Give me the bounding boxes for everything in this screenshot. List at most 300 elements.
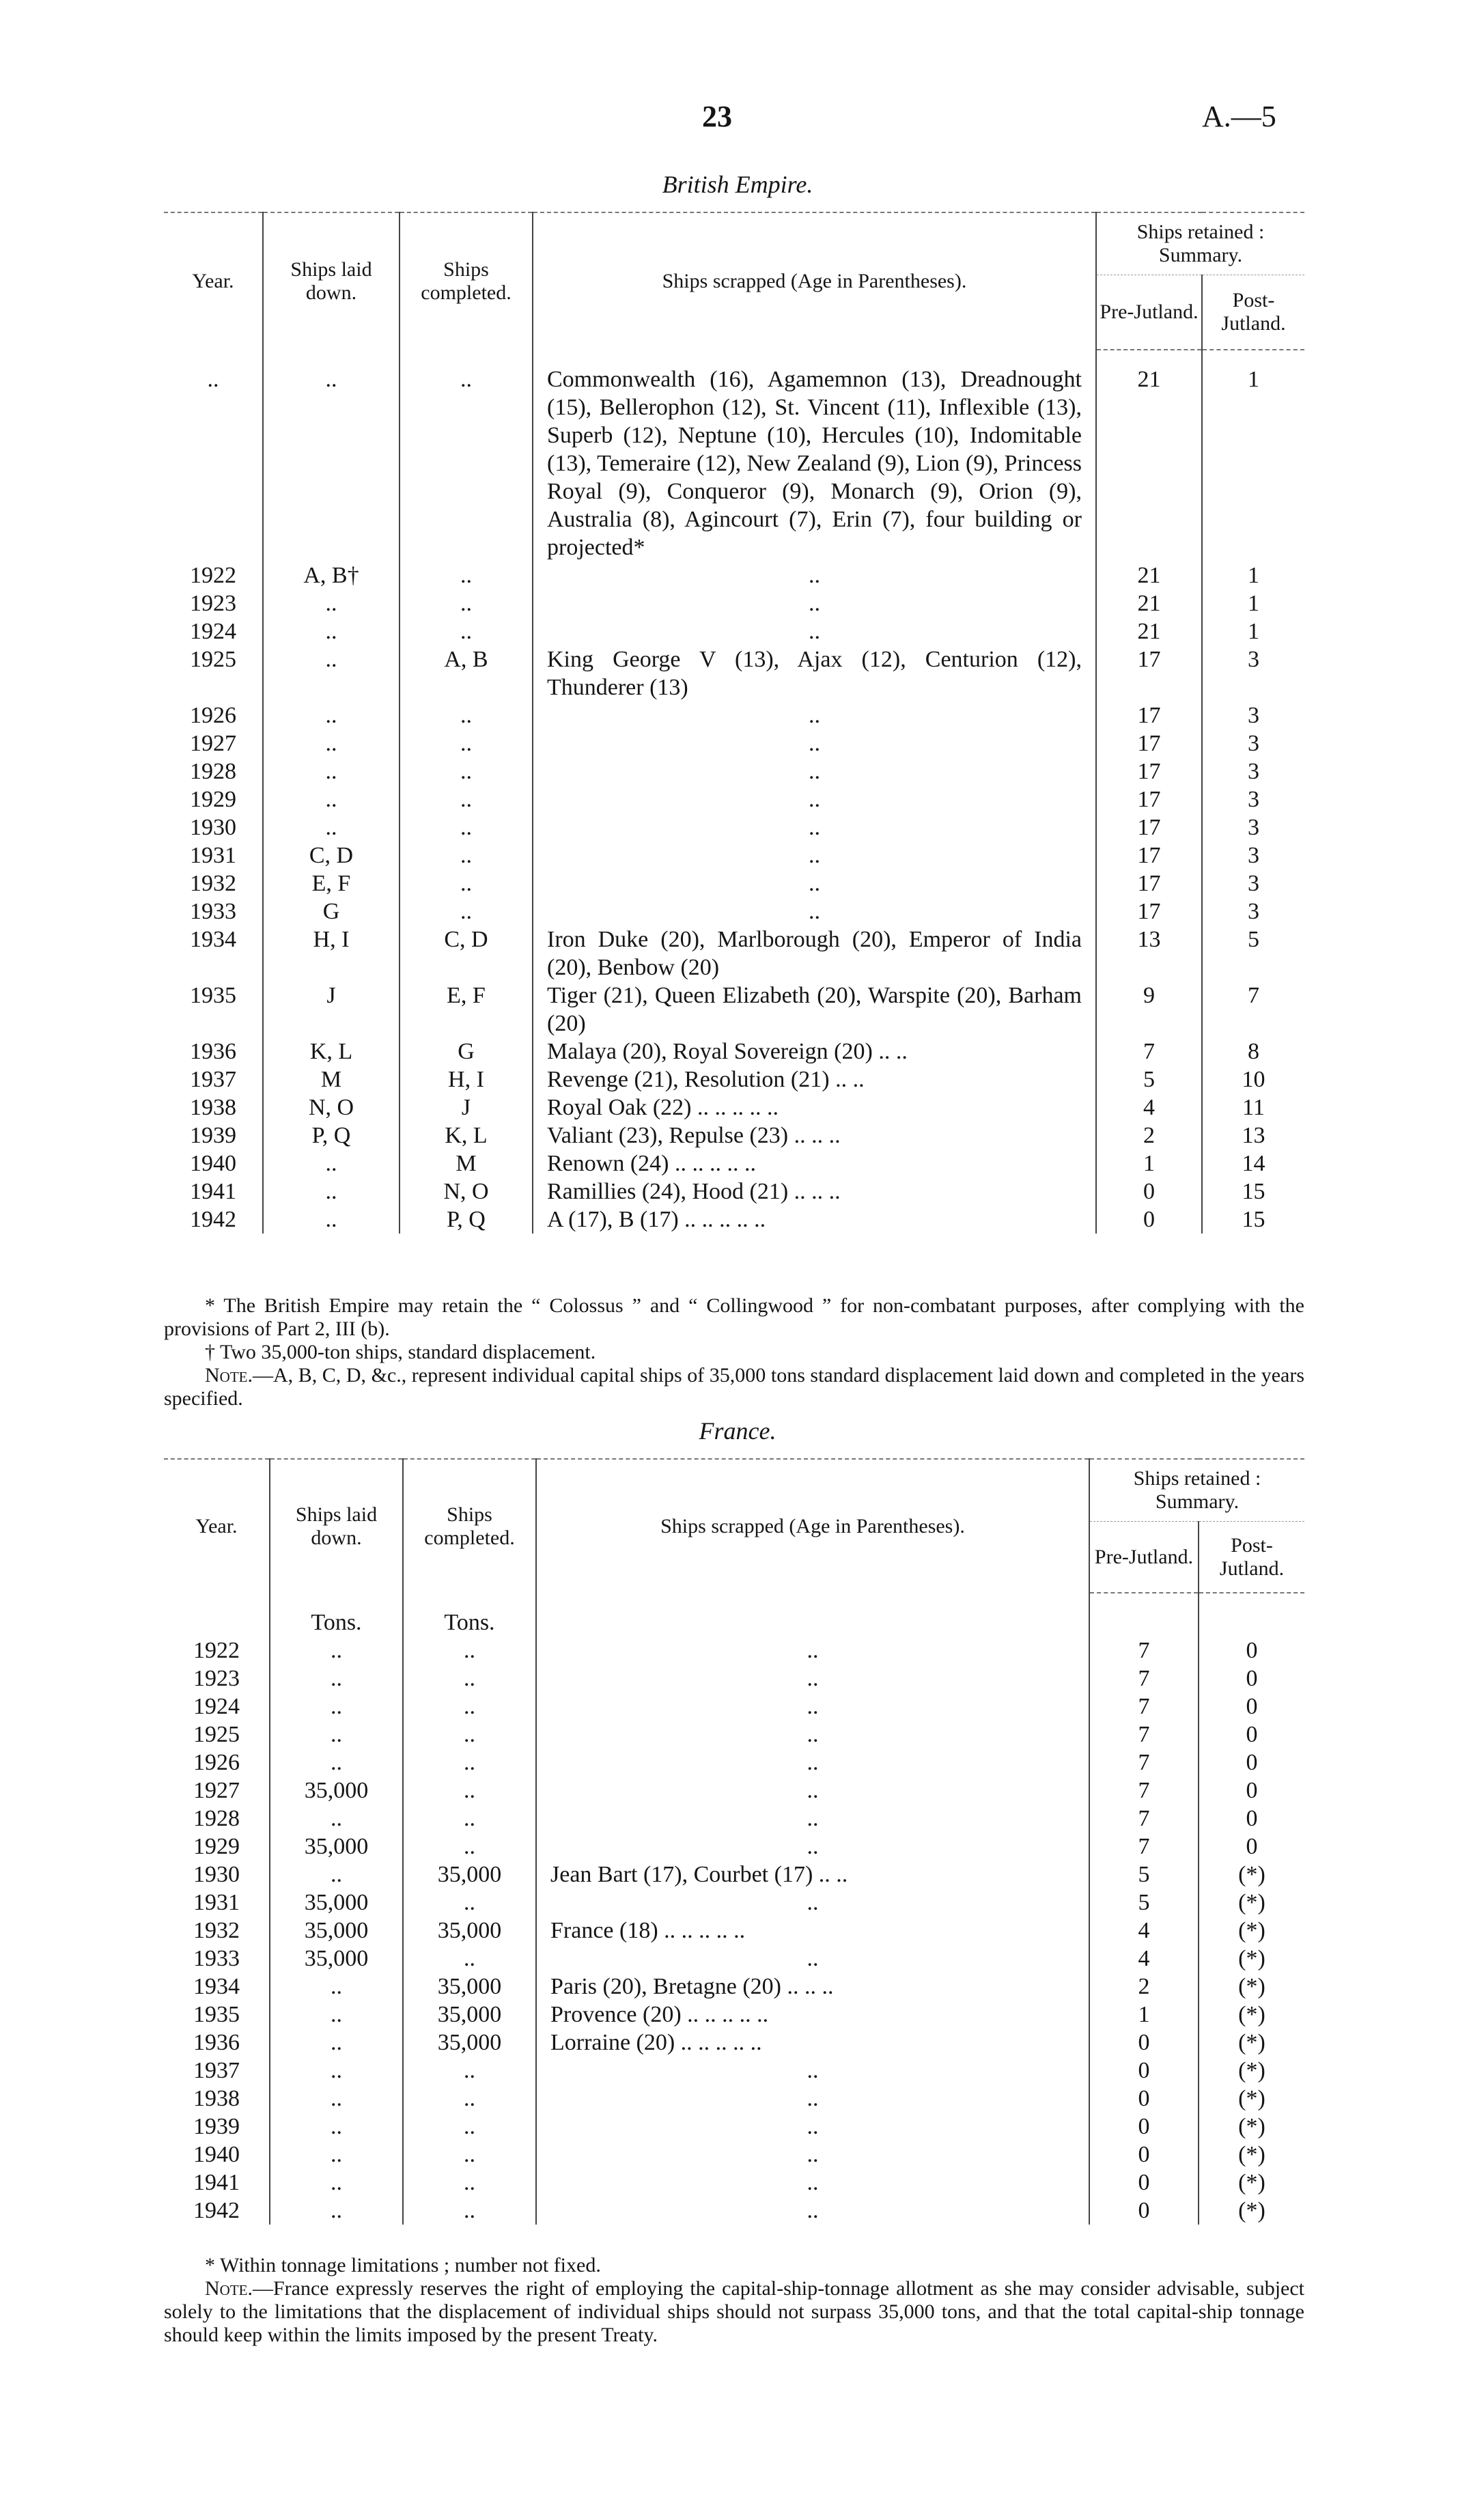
post-jutland-cell: (*): [1199, 2113, 1304, 2141]
post-jutland-cell: 11: [1202, 1094, 1304, 1122]
scrapped-cell: ..: [533, 897, 1096, 925]
completed-cell: ..: [403, 1665, 536, 1693]
france-note-text: —France expressly reserves the right of employing the capital-ship-tonnage allotment as she may consider advisable, subject solely to the limitations that the displacement of individual ships should not surpass 35,000 tons, and that the total capital-ship tonnage should keep within the limits imposed by the present Treaty.: [164, 2277, 1304, 2346]
year-cell: 1939: [193, 2114, 240, 2139]
pre-jutland-cell: 21: [1096, 561, 1202, 589]
laid-down-cell: K, L: [263, 1037, 400, 1066]
table-row: [164, 701, 1304, 729]
completed-cell: E, F: [400, 981, 533, 1037]
scrapped-cell: Royal Oak (22) .. .. .. .. ..: [533, 1094, 1096, 1122]
scrapped-cell: ..: [536, 2057, 1089, 2085]
scrapped-cell: ..: [533, 841, 1096, 869]
scrapped-cell: ..: [536, 2085, 1089, 2113]
year-cell: 1934: [190, 927, 236, 952]
year-cell: 1924: [190, 619, 236, 644]
year-cell: 1939: [190, 1123, 236, 1148]
post-jutland-cell: 0: [1199, 1721, 1304, 1749]
document-reference: A.—5: [1202, 100, 1276, 133]
completed-cell: ..: [403, 1945, 536, 1973]
fr-col-header-post-jutland: Post-Jutland.: [1199, 1522, 1304, 1593]
year-cell: 1937: [193, 2058, 240, 2083]
year-cell: 1942: [193, 2198, 240, 2223]
scrapped-cell: ..: [533, 869, 1096, 897]
scrapped-cell: ..: [533, 701, 1096, 729]
pre-jutland-cell: 5: [1089, 1889, 1199, 1917]
post-jutland-cell: 3: [1202, 813, 1304, 841]
british-footnote-dagger: † Two 35,000-ton ships, standard displacement.: [205, 1341, 596, 1363]
pre-jutland-cell: 5: [1089, 1861, 1199, 1889]
british-empire-caption: British Empire.: [662, 171, 813, 198]
completed-cell: 35,000: [403, 1973, 536, 2001]
scrapped-cell: Jean Bart (17), Courbet (17) .. ..: [536, 1861, 1089, 1889]
table-row: [164, 1206, 1304, 1234]
col-header-scrapped: Ships scrapped (Age in Parentheses).: [533, 212, 1096, 350]
completed-cell: 35,000: [403, 1917, 536, 1945]
pre-jutland-cell: 17: [1096, 757, 1202, 785]
scrapped-cell: King George V (13), Ajax (12), Centurion (12), Thunderer (13): [533, 645, 1096, 701]
scrapped-cell: Malaya (20), Royal Sovereign (20) .. ..: [533, 1037, 1096, 1066]
completed-cell: A, B: [400, 645, 533, 701]
pre-jutland-cell: 17: [1096, 841, 1202, 869]
table-row: [164, 2169, 1304, 2197]
table-row: [164, 729, 1304, 757]
year-cell: 1925: [190, 647, 236, 672]
laid-down-cell: G: [263, 897, 400, 925]
pre-jutland-cell: 7: [1089, 1637, 1199, 1665]
pre-jutland-cell: 5: [1096, 1066, 1202, 1094]
completed-cell: P, Q: [400, 1206, 533, 1234]
table-row: [164, 1693, 1304, 1721]
scrapped-cell: ..: [536, 1805, 1089, 1833]
laid-down-cell: 35,000: [270, 1777, 403, 1805]
scrapped-cell: Iron Duke (20), Marlborough (20), Emperor of India (20), Benbow (20): [533, 925, 1096, 981]
post-jutland-cell: 1: [1202, 365, 1304, 561]
post-jutland-cell: 3: [1202, 785, 1304, 813]
france-caption: France.: [699, 1417, 776, 1445]
year-cell: 1937: [190, 1067, 236, 1092]
laid-down-cell: A, B†: [263, 561, 400, 589]
laid-down-cell: ..: [263, 645, 400, 701]
year-cell: 1936: [190, 1039, 236, 1064]
post-jutland-cell: 1: [1202, 561, 1304, 589]
table-row: [164, 757, 1304, 785]
completed-cell: ..: [400, 589, 533, 617]
completed-cell: ..: [403, 1833, 536, 1861]
post-jutland-cell: 0: [1199, 1833, 1304, 1861]
post-jutland-cell: 0: [1199, 1777, 1304, 1805]
year-cell: 1930: [190, 815, 236, 840]
table-row: [164, 617, 1304, 645]
table-row: [164, 1917, 1304, 1945]
year-cell: 1935: [190, 983, 236, 1008]
laid-down-cell: J: [263, 981, 400, 1037]
year-cell: 1940: [193, 2142, 240, 2167]
pre-jutland-cell: 4: [1089, 1917, 1199, 1945]
post-jutland-cell: 15: [1202, 1178, 1304, 1206]
laid-down-cell: C, D: [263, 841, 400, 869]
scrapped-cell: ..: [536, 1665, 1089, 1693]
table-row: [164, 981, 1304, 1037]
post-jutland-cell: 0: [1199, 1749, 1304, 1777]
post-jutland-cell: 1: [1202, 617, 1304, 645]
scrapped-cell: ..: [533, 785, 1096, 813]
year-cell: 1931: [190, 843, 236, 868]
france-footnote-star: * Within tonnage limitations ; number not fixed.: [205, 2254, 601, 2276]
pre-jutland-cell: 1: [1096, 1150, 1202, 1178]
units-completed: Tons.: [403, 1608, 536, 1637]
post-jutland-cell: 3: [1202, 841, 1304, 869]
british-notes: [164, 1294, 1304, 1410]
british-note-text: —A, B, C, D, &c., represent individual capital ships of 35,000 tons standard displacement laid down and completed in the years specified.: [164, 1364, 1304, 1410]
year-cell: 1940: [190, 1151, 236, 1176]
completed-cell: 35,000: [403, 1861, 536, 1889]
laid-down-cell: N, O: [263, 1094, 400, 1122]
pre-jutland-cell: 7: [1089, 1833, 1199, 1861]
post-jutland-cell: (*): [1199, 1973, 1304, 2001]
page-number: 23: [702, 100, 732, 133]
scrapped-cell: ..: [536, 2169, 1089, 2197]
post-jutland-cell: (*): [1199, 2029, 1304, 2057]
pre-jutland-cell: 0: [1096, 1178, 1202, 1206]
post-jutland-cell: 0: [1199, 1637, 1304, 1665]
fr-col-header-retained: Ships retained : Summary.: [1089, 1459, 1304, 1522]
post-jutland-cell: (*): [1199, 1861, 1304, 1889]
table-row: [164, 1637, 1304, 1665]
laid-down-cell: E, F: [263, 869, 400, 897]
pre-jutland-cell: 17: [1096, 645, 1202, 701]
post-jutland-cell: 15: [1202, 1206, 1304, 1234]
laid-down-cell: 35,000: [270, 1889, 403, 1917]
year-cell: 1929: [193, 1834, 240, 1859]
france-note-label: Note.: [205, 2277, 253, 2300]
scrapped-cell: Paris (20), Bretagne (20) .. .. ..: [536, 1973, 1089, 2001]
laid-down-cell: 35,000: [270, 1945, 403, 1973]
post-jutland-cell: (*): [1199, 2169, 1304, 2197]
post-jutland-cell: (*): [1199, 1945, 1304, 1973]
table-row: [164, 1178, 1304, 1206]
pre-jutland-cell: 0: [1096, 1206, 1202, 1234]
post-jutland-cell: 3: [1202, 897, 1304, 925]
scrapped-cell: ..: [536, 1693, 1089, 1721]
laid-down-cell: ..: [263, 617, 400, 645]
laid-down-cell: 35,000: [270, 1833, 403, 1861]
year-cell: 1928: [190, 759, 236, 784]
table-row: [164, 1805, 1304, 1833]
post-jutland-cell: 0: [1199, 1693, 1304, 1721]
laid-down-cell: ..: [270, 1721, 403, 1749]
table-row: [164, 1889, 1304, 1917]
scrapped-cell: ..: [536, 1749, 1089, 1777]
france-table: [164, 1458, 1304, 2225]
table-row: [164, 365, 1304, 561]
scrapped-cell: Valiant (23), Repulse (23) .. .. ..: [533, 1122, 1096, 1150]
laid-down-cell: ..: [270, 1637, 403, 1665]
completed-cell: ..: [400, 813, 533, 841]
laid-down-cell: ..: [263, 589, 400, 617]
year-cell: 1933: [190, 899, 236, 924]
pre-jutland-cell: 0: [1089, 2057, 1199, 2085]
table-row: [164, 785, 1304, 813]
table-row: [164, 869, 1304, 897]
completed-cell: ..: [400, 785, 533, 813]
completed-cell: ..: [403, 1693, 536, 1721]
table-row: [164, 2085, 1304, 2113]
british-footnote-star: * The British Empire may retain the “ Colossus ” and “ Collingwood ” for non-combatant purposes, after complying with the provisions of Part 2, III (b).: [164, 1294, 1304, 1340]
post-jutland-cell: (*): [1199, 1889, 1304, 1917]
scrapped-cell: ..: [536, 2113, 1089, 2141]
table-row: [164, 1945, 1304, 1973]
completed-cell: ..: [403, 2085, 536, 2113]
completed-cell: ..: [400, 729, 533, 757]
pre-jutland-cell: 2: [1096, 1122, 1202, 1150]
british-empire-table: [164, 212, 1304, 1234]
year-cell: 1930: [193, 1862, 240, 1887]
table-row: [164, 2113, 1304, 2141]
scrapped-cell: Commonwealth (16), Agamemnon (13), Dreadnought (15), Bellerophon (12), St. Vincent (11), Inflexible (13), Superb (12), Neptune (10), Hercules (10), Indomitable (13), Temeraire (12), New Zealand (9), Lion (9), Princess Royal (9), Conqueror (9), Monarch (9), Orion (9), Australia (8), Agincourt (7), Erin (7), four building or projected*: [533, 365, 1096, 561]
completed-cell: ..: [403, 1637, 536, 1665]
scrapped-cell: ..: [533, 757, 1096, 785]
laid-down-cell: ..: [270, 2057, 403, 2085]
scrapped-cell: Lorraine (20) .. .. .. .. ..: [536, 2029, 1089, 2057]
year-cell: 1929: [190, 787, 236, 812]
laid-down-cell: 35,000: [270, 1917, 403, 1945]
scrapped-cell: ..: [536, 2141, 1089, 2169]
scrapped-cell: France (18) .. .. .. .. ..: [536, 1917, 1089, 1945]
year-cell: 1928: [193, 1806, 240, 1831]
pre-jutland-cell: 9: [1096, 981, 1202, 1037]
completed-cell: ..: [403, 2141, 536, 2169]
table-row: [164, 1665, 1304, 1693]
scrapped-cell: ..: [536, 1777, 1089, 1805]
year-cell: 1942: [190, 1207, 236, 1232]
laid-down-cell: ..: [270, 1973, 403, 2001]
scrapped-cell: ..: [536, 1721, 1089, 1749]
post-jutland-cell: (*): [1199, 2057, 1304, 2085]
completed-cell: M: [400, 1150, 533, 1178]
scrapped-cell: A (17), B (17) .. .. .. .. ..: [533, 1206, 1096, 1234]
pre-jutland-cell: 17: [1096, 897, 1202, 925]
completed-cell: J: [400, 1094, 533, 1122]
pre-jutland-cell: 7: [1089, 1777, 1199, 1805]
table-row: [164, 1150, 1304, 1178]
year-cell: 1927: [193, 1778, 240, 1803]
laid-down-cell: ..: [270, 1805, 403, 1833]
laid-down-cell: ..: [263, 729, 400, 757]
table-row: [164, 561, 1304, 589]
laid-down-cell: ..: [270, 1749, 403, 1777]
units-laid-down: Tons.: [270, 1608, 403, 1637]
pre-jutland-cell: 4: [1089, 1945, 1199, 1973]
laid-down-cell: P, Q: [263, 1122, 400, 1150]
scrapped-cell: ..: [533, 561, 1096, 589]
table-row: [164, 2029, 1304, 2057]
pre-jutland-cell: 7: [1089, 1721, 1199, 1749]
year-cell: 1938: [190, 1095, 236, 1120]
post-jutland-cell: 3: [1202, 869, 1304, 897]
laid-down-cell: ..: [270, 2085, 403, 2113]
pre-jutland-cell: 0: [1089, 2113, 1199, 2141]
laid-down-cell: ..: [263, 1150, 400, 1178]
table-row: [164, 841, 1304, 869]
scrapped-cell: ..: [536, 1945, 1089, 1973]
completed-cell: K, L: [400, 1122, 533, 1150]
col-header-post-jutland: Post-Jutland.: [1202, 275, 1304, 350]
pre-jutland-cell: 1: [1089, 2001, 1199, 2029]
laid-down-cell: ..: [263, 1178, 400, 1206]
post-jutland-cell: (*): [1199, 1917, 1304, 1945]
scrapped-cell: ..: [536, 2197, 1089, 2225]
completed-cell: G: [400, 1037, 533, 1066]
year-cell: ..: [207, 367, 219, 392]
post-jutland-cell: 3: [1202, 729, 1304, 757]
year-cell: 1925: [193, 1722, 240, 1747]
laid-down-cell: ..: [263, 785, 400, 813]
pre-jutland-cell: 0: [1089, 2197, 1199, 2225]
laid-down-cell: ..: [270, 2169, 403, 2197]
pre-jutland-cell: 17: [1096, 701, 1202, 729]
pre-jutland-cell: 21: [1096, 365, 1202, 561]
table-row: [164, 925, 1304, 981]
year-cell: 1936: [193, 2030, 240, 2055]
col-header-pre-jutland: Pre-Jutland.: [1096, 275, 1202, 350]
scrapped-cell: ..: [533, 813, 1096, 841]
laid-down-cell: ..: [263, 757, 400, 785]
pre-jutland-cell: 21: [1096, 589, 1202, 617]
completed-cell: ..: [403, 1777, 536, 1805]
table-row: [164, 813, 1304, 841]
table-row: [164, 1777, 1304, 1805]
pre-jutland-cell: 17: [1096, 813, 1202, 841]
post-jutland-cell: 14: [1202, 1150, 1304, 1178]
pre-jutland-cell: 7: [1096, 1037, 1202, 1066]
completed-cell: 35,000: [403, 2029, 536, 2057]
british-note-label: Note.: [205, 1364, 253, 1387]
post-jutland-cell: (*): [1199, 2001, 1304, 2029]
post-jutland-cell: 3: [1202, 701, 1304, 729]
completed-cell: ..: [403, 1721, 536, 1749]
completed-cell: ..: [400, 841, 533, 869]
table-row: [164, 1094, 1304, 1122]
pre-jutland-cell: 7: [1089, 1665, 1199, 1693]
year-cell: 1924: [193, 1694, 240, 1719]
scrapped-cell: ..: [533, 729, 1096, 757]
year-cell: 1926: [193, 1750, 240, 1775]
post-jutland-cell: (*): [1199, 2141, 1304, 2169]
fr-col-header-year: Year.: [164, 1459, 270, 1593]
laid-down-cell: M: [263, 1066, 400, 1094]
post-jutland-cell: (*): [1199, 2197, 1304, 2225]
laid-down-cell: ..: [270, 2001, 403, 2029]
year-cell: 1922: [193, 1638, 240, 1663]
pre-jutland-cell: 7: [1089, 1805, 1199, 1833]
laid-down-cell: H, I: [263, 925, 400, 981]
table-row: [164, 897, 1304, 925]
year-cell: 1934: [193, 1974, 240, 1999]
pre-jutland-cell: 21: [1096, 617, 1202, 645]
pre-jutland-cell: 13: [1096, 925, 1202, 981]
laid-down-cell: ..: [270, 1665, 403, 1693]
completed-cell: H, I: [400, 1066, 533, 1094]
completed-cell: ..: [403, 1749, 536, 1777]
table-row: [164, 589, 1304, 617]
post-jutland-cell: 10: [1202, 1066, 1304, 1094]
completed-cell: ..: [400, 869, 533, 897]
pre-jutland-cell: 2: [1089, 1973, 1199, 2001]
completed-cell: ..: [403, 1805, 536, 1833]
col-header-laid-down: Ships laid down.: [263, 212, 400, 350]
completed-cell: ..: [403, 2169, 536, 2197]
year-cell: 1935: [193, 2002, 240, 2027]
fr-col-header-laid-down: Ships laid down.: [270, 1459, 403, 1593]
table-row: [164, 1037, 1304, 1066]
pre-jutland-cell: 17: [1096, 869, 1202, 897]
year-cell: 1923: [193, 1666, 240, 1691]
table-row: [164, 1833, 1304, 1861]
completed-cell: ..: [400, 561, 533, 589]
laid-down-cell: ..: [270, 2113, 403, 2141]
table-row: [164, 2197, 1304, 2225]
year-cell: 1927: [190, 731, 236, 756]
post-jutland-cell: 13: [1202, 1122, 1304, 1150]
post-jutland-cell: 3: [1202, 757, 1304, 785]
scrapped-cell: Revenge (21), Resolution (21) .. ..: [533, 1066, 1096, 1094]
table-row: [164, 1973, 1304, 2001]
post-jutland-cell: 8: [1202, 1037, 1304, 1066]
post-jutland-cell: 0: [1199, 1805, 1304, 1833]
laid-down-cell: ..: [270, 2197, 403, 2225]
laid-down-cell: ..: [270, 2029, 403, 2057]
col-header-year: Year.: [164, 212, 263, 350]
year-cell: 1922: [190, 563, 236, 588]
pre-jutland-cell: 7: [1089, 1749, 1199, 1777]
completed-cell: ..: [400, 365, 533, 561]
scrapped-cell: ..: [536, 1833, 1089, 1861]
table-row: [164, 1122, 1304, 1150]
laid-down-cell: ..: [270, 2141, 403, 2169]
table-row: [164, 2141, 1304, 2169]
table-row: [164, 1066, 1304, 1094]
post-jutland-cell: 3: [1202, 645, 1304, 701]
fr-col-header-pre-jutland: Pre-Jutland.: [1089, 1522, 1199, 1593]
laid-down-cell: ..: [270, 1861, 403, 1889]
completed-cell: ..: [400, 701, 533, 729]
laid-down-cell: ..: [263, 813, 400, 841]
scrapped-cell: ..: [536, 1889, 1089, 1917]
year-cell: 1926: [190, 703, 236, 728]
completed-cell: ..: [403, 2113, 536, 2141]
fr-col-header-completed: Ships completed.: [403, 1459, 536, 1593]
laid-down-cell: ..: [270, 1693, 403, 1721]
completed-cell: ..: [400, 617, 533, 645]
completed-cell: C, D: [400, 925, 533, 981]
post-jutland-cell: 1: [1202, 589, 1304, 617]
year-cell: 1923: [190, 591, 236, 616]
scrapped-cell: ..: [536, 1637, 1089, 1665]
completed-cell: ..: [403, 2197, 536, 2225]
laid-down-cell: ..: [263, 701, 400, 729]
year-cell: 1932: [193, 1918, 240, 1943]
col-header-completed: Ships completed.: [400, 212, 533, 350]
post-jutland-cell: 7: [1202, 981, 1304, 1037]
pre-jutland-cell: 0: [1089, 2029, 1199, 2057]
laid-down-cell: ..: [263, 1206, 400, 1234]
completed-cell: ..: [403, 1889, 536, 1917]
pre-jutland-cell: 7: [1089, 1693, 1199, 1721]
post-jutland-cell: 5: [1202, 925, 1304, 981]
scrapped-cell: Provence (20) .. .. .. .. ..: [536, 2001, 1089, 2029]
year-cell: 1941: [193, 2170, 240, 2195]
completed-cell: 35,000: [403, 2001, 536, 2029]
